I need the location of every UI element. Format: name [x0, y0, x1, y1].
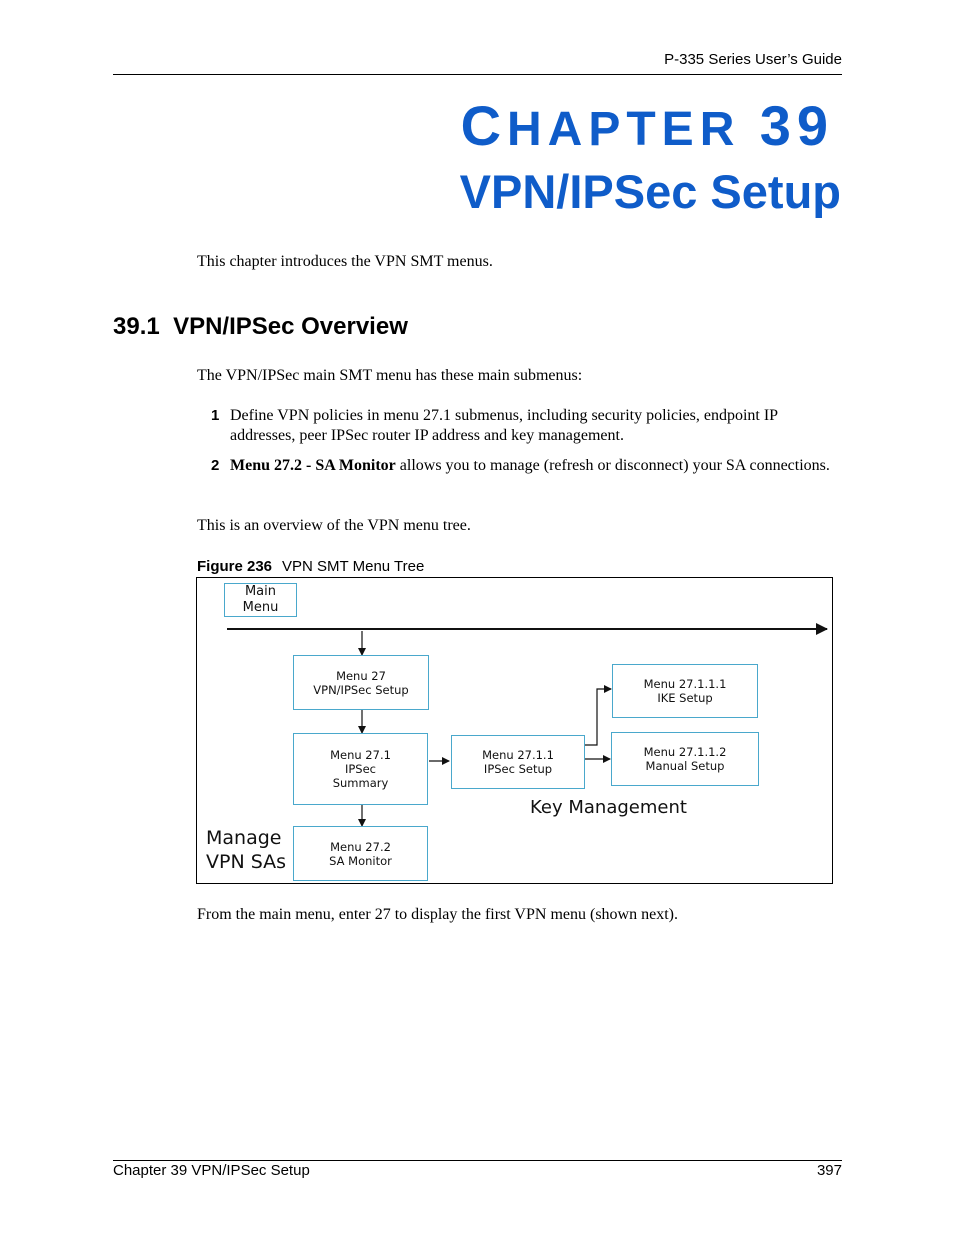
chapter-title: VPN/IPSec Setup [459, 165, 841, 218]
list-item [211, 456, 831, 476]
figure-number: Figure 236 [197, 558, 273, 575]
running-header: P-335 Series User’s Guide [664, 51, 842, 68]
vpn-menu-tree-figure [196, 577, 833, 884]
arrow-to-ike-setup [585, 689, 611, 745]
menu-27-1-1-1-box: Menu 27.1.1.1 IKE Setup [612, 664, 758, 718]
key-management-label: Key Management [530, 797, 687, 818]
menu-27-1-box: Menu 27.1 IPSec Summary [293, 733, 428, 805]
list-item-number: 1 [211, 407, 220, 424]
figure-caption-text: VPN SMT Menu Tree [282, 558, 425, 575]
section-heading [113, 313, 408, 341]
chapter-label-rest: HAPTER [507, 103, 741, 156]
chapter-label-initial: C [460, 94, 508, 157]
manage-vpn-sas-label: Manage VPN SAs [206, 827, 287, 873]
chapter-label [460, 94, 834, 157]
header-rule [113, 74, 842, 75]
figure-caption [197, 558, 424, 575]
list-item-number: 2 [211, 457, 220, 474]
chapter-number: 39 [759, 94, 834, 157]
list-item-bold-term: Menu 27.2 - SA Monitor [230, 457, 396, 474]
main-menu-box: Main Menu [224, 583, 297, 617]
page-number: 397 [816, 1162, 842, 1179]
menu-27-2-box: Menu 27.2 SA Monitor [293, 826, 428, 881]
section-number: 39.1 [113, 313, 160, 340]
after-figure-paragraph: From the main menu, enter 27 to display the first VPN menu (shown next). [197, 906, 678, 923]
list-item [211, 406, 831, 446]
list-item-description: allows you to manage (refresh or disconnect) your SA connections. [395, 457, 830, 474]
menu-27-1-1-2-box: Menu 27.1.1.2 Manual Setup [611, 732, 759, 786]
menu-27-box: Menu 27 VPN/IPSec Setup [293, 655, 429, 710]
overview-lead-paragraph: The VPN/IPSec main SMT menu has these main submenus: [197, 367, 583, 384]
footer-rule [113, 1160, 842, 1161]
tree-lead-paragraph: This is an overview of the VPN menu tree. [197, 517, 471, 534]
intro-paragraph: This chapter introduces the VPN SMT menus. [197, 253, 493, 270]
list-item-text [230, 456, 831, 476]
section-title: VPN/IPSec Overview [173, 313, 408, 340]
menu-27-1-1-box: Menu 27.1.1 IPSec Setup [451, 735, 585, 789]
footer-chapter: Chapter 39 VPN/IPSec Setup [113, 1162, 310, 1179]
list-item-text: Define VPN policies in menu 27.1 submenus, including security policies, endpoint IP addresses, peer IPSec router IP address and key management. [230, 407, 778, 444]
